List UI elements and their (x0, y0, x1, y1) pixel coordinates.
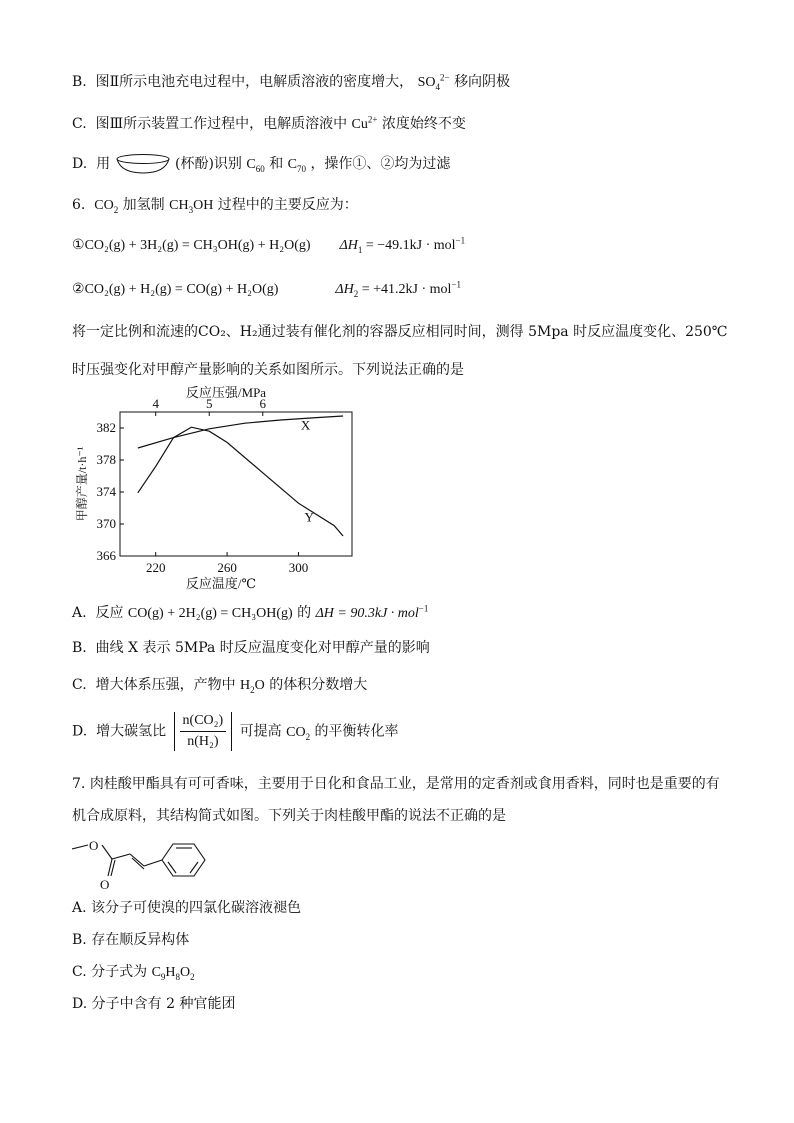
reaction-2: ②CO₂(g) + H₂(g) = CO(g) + H₂O(g) $\Delta H_2 = +41.2kJ \cdot mol^{-1}$ (72, 279, 462, 299)
sulfate-ion: $SO_4^{2-}$ (417, 72, 450, 92)
x-tick-label: 220 (145, 560, 166, 575)
q6-option-c: C. 增大体系压强，产物中 $H_2O$ 的体积分数增大 (72, 677, 368, 695)
c60-formula: $C_{60}$ (246, 157, 265, 174)
q7-option-d: D. 分子中含有 2 种官能团 (72, 996, 236, 1012)
option-b-prev: B. 图Ⅱ所示电池充电过程中，电解质溶液的密度增大， $SO_4^{2-}$ 移向阴极 (72, 72, 511, 92)
option-c-prev: C. 图Ⅲ所示装置工作过程中，电解质溶液中 $Cu^{2+}$ 浓度始终不变 (72, 114, 466, 132)
q7-option-a: A. 该分子可使溴的四氯化碳溶液褪色 (72, 900, 302, 916)
question-7-stem-1: 7. 肉桂酸甲酯具有可可香味，主要用于日化和食品工业，是常用的定香剂或食用香料，同时也是重要的有 (72, 776, 720, 792)
question-7-stem-2: 机合成原料，其结构简式如图。下列关于肉桂酸甲酯的说法不正确的是 (72, 808, 506, 824)
carbon-hydrogen-ratio: $\frac{\text{n(CO₂)}}{\text{n(H₂)}}$ (174, 712, 233, 751)
ester-oxygen-label: O (89, 838, 99, 853)
question-6-desc-2: 时压强变化对甲醇产量影响的关系如图所示。下列说法正确的是 (72, 362, 464, 378)
copper-ion: $Cu^{2+}$ (351, 114, 378, 132)
question-6-stem: 6. $CO_2$ 加氢制 $CH_3OH$ 过程中的主要反应为： (72, 197, 358, 215)
y-tick-label: 378 (96, 452, 116, 467)
top-tick-label: 4 (152, 396, 159, 411)
methyl-cinnamate-structure (72, 832, 222, 890)
carbonyl-oxygen-label: O (100, 877, 110, 890)
option-d-prev: D. 用 (杯酚)识别 $C_{60}$ 和 $C_{70}$ ，操作①、②均为过滤 (72, 153, 450, 175)
reaction-1: ①CO₂(g) + 3H₂(g) = CH₃OH(g) + H₂O(g) $\Delta H_1 = -49.1kJ \cdot mol^{-1}$ (72, 235, 466, 255)
plot-frame (120, 412, 352, 556)
series-y-label: Y (304, 509, 314, 525)
y-tick-label: 382 (96, 420, 116, 435)
y-tick-label: 366 (96, 548, 116, 563)
x-tick-label: 300 (288, 560, 309, 575)
q6-option-b: B. 曲线 X 表示 5MPa 时反应温度变化对甲醇产量的影响 (72, 640, 430, 656)
bowl-icon (115, 153, 171, 175)
enthalpy-value: ΔH = 90.3kJ · mol$^{-1}$ (315, 603, 429, 621)
q7-option-c: C. 分子式为 $C_9H_8O_2$ (72, 964, 195, 982)
question-6-desc-1: 将一定比例和流速的CO₂、H₂通过装有催化剂的容器反应相同时间，测得 5Mpa 时反应温度变化、250℃ (72, 324, 728, 340)
q6-option-d: D. 增大碳氢比 $\frac{\text{n(CO₂)}}{\text{n(H₂)}}$ 可提高 $CO_2$ 的平衡转化率 (72, 713, 399, 749)
top-axis-title: 反应压强/MPa (185, 385, 267, 400)
top-tick-label: 5 (205, 396, 213, 411)
q7-option-b: B. 存在顺反异构体 (72, 932, 190, 948)
y-axis-title: 甲醇产量/t·h⁻¹ (75, 446, 89, 522)
methanol-yield-chart (70, 382, 370, 592)
series-x-label: X (300, 417, 311, 433)
y-tick-label: 374 (96, 484, 116, 499)
series-x-line (138, 416, 343, 448)
y-tick-label: 370 (96, 516, 116, 531)
c70-formula: $C_{70}$ (287, 157, 306, 174)
x-tick-label: 260 (217, 560, 237, 575)
top-tick-label: 6 (259, 396, 267, 411)
x-axis-title: 反应温度/℃ (185, 576, 257, 591)
q6-option-a: A. 反应 CO(g) + 2H₂(g) = CH₃OH(g) 的 ΔH = 90.3kJ · mol$^{-1}$ (72, 603, 429, 621)
